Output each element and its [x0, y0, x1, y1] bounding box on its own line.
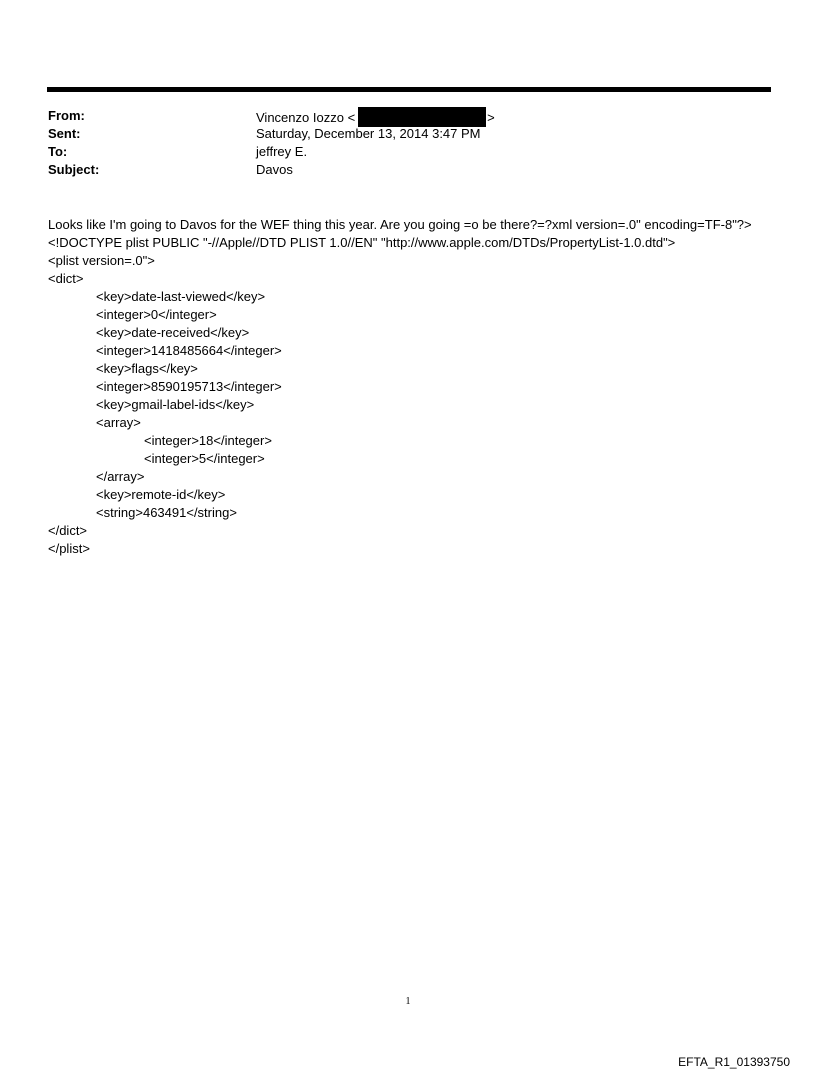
body-line: <integer>8590195713</integer> — [96, 379, 282, 394]
from-name: Vincenzo Iozzo — [256, 110, 344, 125]
header-rule — [47, 87, 771, 92]
email-body — [48, 216, 788, 558]
body-line: Looks like I'm going to Davos for the WEF thing this year. Are you going =o be there?=?xml version=.0" encoding=TF-8"?> — [48, 217, 752, 232]
body-line: <string>463491</string> — [96, 505, 237, 520]
document-id: EFTA_R1_01393750 — [678, 1055, 790, 1069]
redaction-box — [358, 107, 486, 127]
body-line: <integer>0</integer> — [96, 307, 217, 322]
body-line: </plist> — [48, 541, 90, 556]
subject-value: Davos — [256, 162, 293, 177]
to-value: jeffrey E. — [256, 144, 308, 159]
body-line: <dict> — [48, 271, 84, 286]
body-line: <integer>18</integer> — [144, 433, 272, 448]
body-line: <key>remote-id</key> — [96, 487, 226, 502]
subject-row — [48, 161, 768, 179]
body-line: <key>flags</key> — [96, 361, 198, 376]
to-label: To: — [48, 144, 68, 159]
body-line: </dict> — [48, 523, 88, 538]
body-line: <integer>5</integer> — [144, 451, 265, 466]
body-line: </array> — [96, 469, 145, 484]
body-line: <array> — [96, 415, 141, 430]
from-value — [256, 107, 495, 127]
sent-row — [48, 125, 768, 143]
body-line: <key>gmail-label-ids</key> — [96, 397, 255, 412]
page-number: 1 — [405, 996, 411, 1007]
subject-label: Subject: — [48, 162, 100, 177]
from-row — [48, 107, 768, 125]
body-line: <key>date-received</key> — [96, 325, 250, 340]
from-open-bracket: < — [347, 110, 356, 125]
from-close-bracket: > — [487, 110, 495, 125]
body-line: <key>date-last-viewed</key> — [96, 289, 266, 304]
body-line: <plist version=.0"> — [48, 253, 155, 268]
body-line: <integer>1418485664</integer> — [96, 343, 282, 358]
body-line: <!DOCTYPE plist PUBLIC "-//Apple//DTD PLIST 1.0//EN" "http://www.apple.com/DTDs/PropertyList-1.0.dtd"> — [48, 235, 676, 250]
sent-label: Sent: — [48, 126, 81, 141]
sent-value: Saturday, December 13, 2014 3:47 PM — [256, 126, 481, 141]
from-label: From: — [48, 108, 85, 123]
email-header — [48, 107, 768, 179]
to-row — [48, 143, 768, 161]
